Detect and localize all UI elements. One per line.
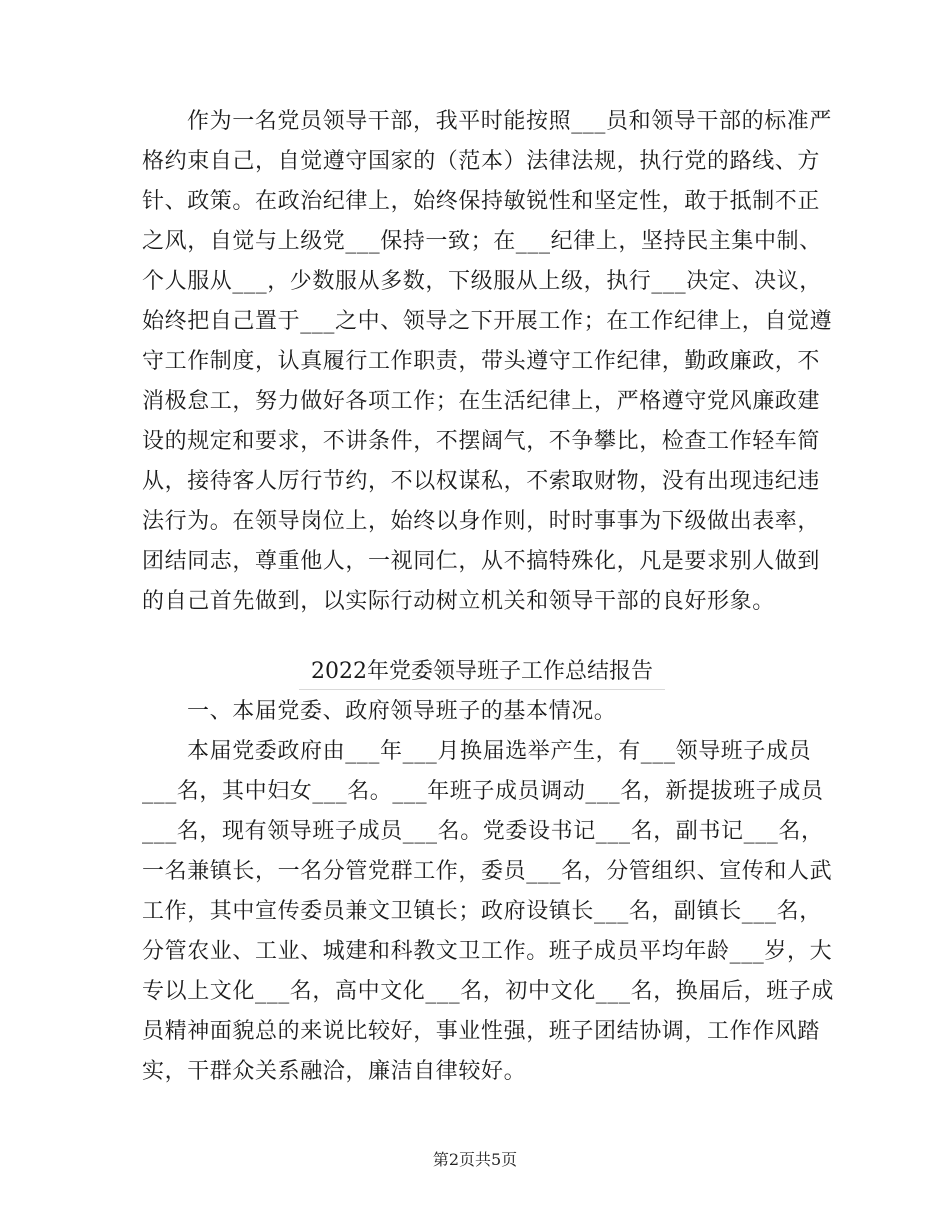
text-line: 从，接待客人厉行节约，不以权谋私，不索取财物，没有出现违纪违	[142, 469, 821, 494]
text-line: 团结同志，尊重他人，一视同仁，从不搞特殊化，凡是要求别人做到	[142, 549, 821, 574]
text-line: ___名，现有领导班子成员___名。党委设书记___名，副书记___名，	[142, 819, 824, 844]
text-line: 专以上文化___名，高中文化___名，初中文化___名，换届后，班子成	[142, 979, 835, 1004]
text-line: 针、政策。在政治纪律上，始终保持敏锐性和坚定性，敢于抵制不正	[142, 189, 821, 214]
text-line: 始终把自己置于___之中、领导之下开展工作；在工作纪律上，自觉遵	[142, 309, 833, 334]
text-line: 守工作制度，认真履行工作职责，带头遵守工作纪律，勤政廉政，不	[142, 349, 821, 374]
text-line: 本届党委政府由___年___月换届选举产生，有___领导班子成员	[187, 739, 812, 764]
text-line: 的自己首先做到，以实际行动树立机关和领导干部的良好形象。	[142, 589, 775, 614]
page-indicator: 第2页共5页	[432, 1150, 518, 1169]
text-line: 员精神面貌总的来说比较好，事业性强，班子团结协调，工作作风踏	[142, 1019, 821, 1044]
text-line: 工作，其中宣传委员兼文卫镇长；政府设镇长___名，副镇长___名，	[142, 899, 822, 924]
document-heading: 2022年党委领导班子工作总结报告	[299, 657, 665, 690]
text-line: 消极怠工，努力做好各项工作；在生活纪律上，严格遵守党风廉政建	[142, 389, 821, 414]
text-line: 作为一名党员领导干部，我平时能按照___员和领导干部的标准严	[187, 109, 833, 134]
text-line: 格约束自己，自觉遵守国家的（范本）法律法规，执行党的路线、方	[142, 149, 821, 174]
text-line: 分管农业、工业、城建和科教文卫工作。班子成员平均年龄___岁，大	[142, 939, 833, 964]
text-line: 个人服从___，少数服从多数，下级服从上级，执行___决定、决议，	[142, 269, 822, 294]
text-line: ___名，其中妇女___名。___年班子成员调动___名，新提拔班子成员	[142, 779, 824, 804]
text-line: 法行为。在领导岗位上，始终以身作则，时时事事为下级做出表率，	[142, 509, 821, 534]
text-line: 设的规定和要求，不讲条件，不摆阔气，不争攀比，检查工作轻车简	[142, 429, 821, 454]
text-line: 之风，自觉与上级党___保持一致；在___纪律上，坚持民主集中制、	[142, 229, 822, 254]
text-line: 实，干群众关系融洽，廉洁自律较好。	[142, 1059, 527, 1084]
section-title: 一、本届党委、政府领导班子的基本情况。	[187, 699, 617, 724]
text-line: 一名兼镇长，一名分管党群工作，委员___名，分管组织、宣传和人武	[142, 859, 833, 884]
